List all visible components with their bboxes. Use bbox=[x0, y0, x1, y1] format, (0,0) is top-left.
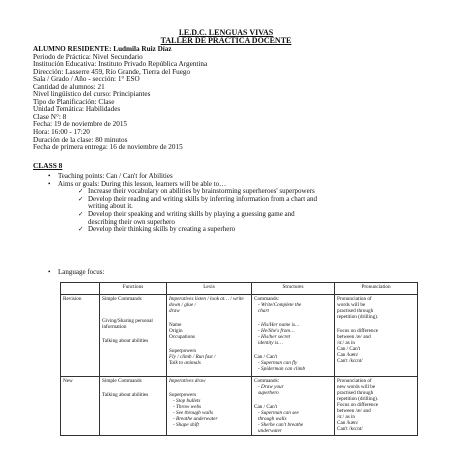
info-line: Periodo de Práctica: Nivel Secundario bbox=[33, 52, 143, 61]
row-label: Revision bbox=[61, 295, 100, 377]
aim-item: ✓ Develop their speaking and writing skills by playing a guessing game and bbox=[78, 211, 317, 219]
institution-title: I.E.D.C. LENGUAS VIVAS bbox=[178, 28, 274, 37]
teaching-points: • Teaching points: Can / Can't for Abilities bbox=[58, 173, 317, 181]
aims-list bbox=[78, 188, 317, 234]
aim-item: ✓ Develop their reading and writing skills by inferring information from a chart and bbox=[78, 196, 317, 204]
table-header: Pronunciation bbox=[335, 283, 418, 295]
objectives bbox=[58, 173, 317, 234]
info-line: Unidad Temática: Habilidades bbox=[33, 105, 121, 114]
table-header: Lexis bbox=[167, 283, 252, 295]
lexis-cell: Imperatives draw Superpowers - Stop bullets - Throw webs - See through walls - Breathe underwater - Shape shift bbox=[167, 377, 252, 436]
row-label: New bbox=[61, 377, 100, 436]
aim-item: ✓ Develop their thinking skills by creating a superhero bbox=[78, 226, 317, 234]
table-header: Functions bbox=[100, 283, 167, 295]
language-focus-table bbox=[60, 282, 418, 436]
pronunciation-cell: Pronunciation of new words will be practised through repetition (drilling). Focus on difference between /æ/ and /ɑː/ as in Can /kæn/ Can't /kɑːnt/ bbox=[335, 377, 418, 436]
class-heading: CLASS 8 bbox=[33, 161, 63, 170]
structures-cell: Commands: - Draw your superhero Can / Can't - Superman can see through walls - She/he can't breathe underwater bbox=[252, 377, 335, 436]
pronunciation-cell: Pronunciation of words will be practised through repetition (drilling). Focus on difference between /æ/ and /ɑː/ as in Can / Can't Can /kæn/ Can't /kɑːnt/ bbox=[335, 295, 418, 377]
table-row bbox=[61, 377, 418, 436]
info-line: ALUMNO RESIDENTE: Ludmila Ruiz Díaz bbox=[33, 45, 172, 53]
info-line: Duración de la clase: 80 minutos bbox=[33, 135, 128, 144]
info-line: Fecha: 19 de noviembre de 2015 bbox=[33, 120, 128, 129]
aim-item: ✓ Increase their vocabulary on abilities by brainstorming superheroes' superpowers bbox=[78, 188, 317, 196]
info-line: Fecha de primera entrega: 16 de noviembre de 2015 bbox=[33, 143, 183, 152]
info-line: Institución Educativa: Instituto Privado República Argentina bbox=[33, 60, 208, 69]
info-line: Hora: 16:00 - 17:20 bbox=[33, 128, 90, 137]
table-header: Structures bbox=[252, 283, 335, 295]
info-line: Dirección: Lasserre 459, Río Grande, Tierra del Fuego bbox=[33, 67, 191, 76]
info-line: Clase N°: 8 bbox=[33, 112, 67, 121]
table-header-empty bbox=[61, 283, 100, 295]
structures-cell: Commands: - Write/Complete the chart - His/Her name is… - He/She's from… - His/her secret identity is… Can / Can't - Superman can fly - Spiderman can climb bbox=[252, 295, 335, 377]
table-header-row bbox=[61, 283, 418, 295]
lesson-info bbox=[33, 46, 207, 152]
aim-item-continued: writing about it. bbox=[88, 202, 133, 211]
language-focus-label: • Language focus: bbox=[58, 268, 104, 276]
workshop-title: TALLER DE PRÁCTICA DOCENTE bbox=[160, 36, 292, 45]
aims: • Aims or goals: During this lesson, learners will be able to… bbox=[58, 181, 317, 189]
functions-cell: Simple Commands Giving/Sharing personal information Talking about abilities bbox=[100, 295, 167, 377]
lexis-cell: Imperatives listen / look at… / write down / glue / draw Name Origin Occupations Superpowers Fly / climb / Run fast / Talk to animals bbox=[167, 295, 252, 377]
info-line: Cantidad de alumnos: 21 bbox=[33, 82, 105, 91]
info-line: Sala / Grado / Año - sección: 1° ESO bbox=[33, 75, 140, 84]
info-line: Tipo de Planificación: Clase bbox=[33, 97, 115, 106]
info-line: Nivel lingüístico del curso: Principiantes bbox=[33, 90, 151, 99]
aim-item-continued: describing their own superhero bbox=[88, 217, 175, 226]
functions-cell: Simple Commands Talking about abilities bbox=[100, 377, 167, 436]
table-row bbox=[61, 295, 418, 377]
